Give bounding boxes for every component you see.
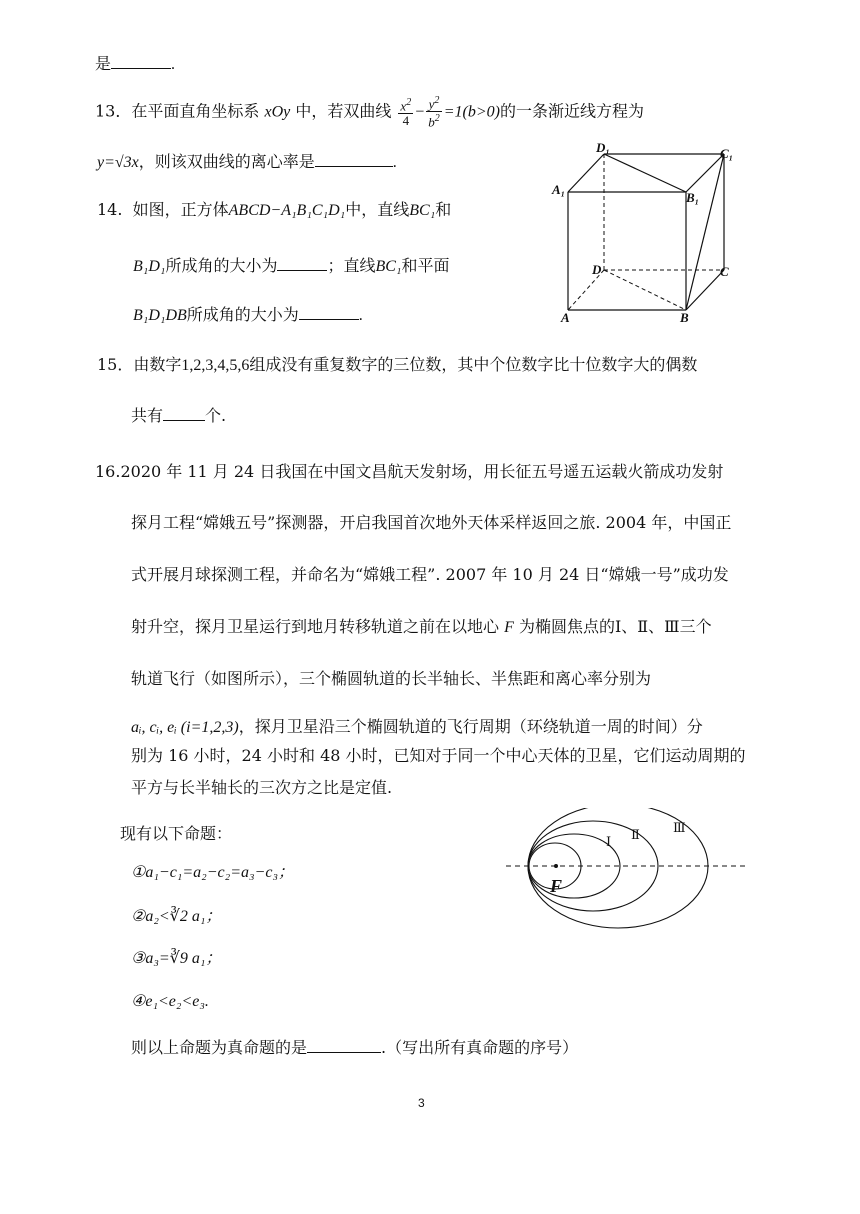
q13-text-1: 在平面直角坐标系 [131,101,265,121]
question-14-line-2 [133,254,450,278]
q15-number: 15． [97,355,134,374]
q13-fraction-y: $\frac{y^2}{b^2}$ [428,95,440,130]
q14-text-1: 如图，正方体 [132,200,229,219]
q15-text-1: 由数字 [133,355,182,374]
q14-line-bc1: BC₁ [409,202,436,219]
proposition-2: ②a₂<∛2 a₁； [131,908,222,925]
label-a: A [561,310,570,325]
q16-number: 16. [95,462,121,481]
q16-line-2: 探月工程“嫦娥五号”探测器，开启我国首次地外天体采样返回之旅. 2004 年，中国正 [131,513,732,532]
q16-line-4 [131,616,712,639]
cube-figure [548,138,748,328]
answer-blank-15 [163,404,205,421]
q16-ask-a: 则以上命题为真命题的是 [131,1038,308,1057]
label-orbit-III: Ⅲ [673,820,686,835]
q16-line-1: 2020 年 11 月 24 日我国在中国文昌航天发射场，用长征五号遥五运载火箭成功发射 [120,462,724,481]
label-orbit-II: Ⅱ [631,827,640,842]
q14-text-6: 和平面 [401,256,450,275]
q16-line-3: 式开展月球探测工程，并命名为“嫦娥工程”. 2007 年 10 月 24 日“嫦娥一号”成功发 [131,565,729,584]
answer-blank-13 [315,150,393,167]
q16-line-5: 轨道飞行（如图所示），三个椭圆轨道的长半轴长、半焦距和离心率分别为 [131,669,652,688]
answer-blank-14a [277,254,327,271]
label-d1: D₁ [596,140,610,155]
q13-coord: xOy [264,103,291,121]
label-a1: A₁ [552,182,566,197]
question-13-line-2: y=√3x，则该双曲线的离心率是 . [97,152,397,171]
q15-text-4: 个. [205,406,227,425]
question-14-line-3: B₁D₁DB所成角的大小为 . [133,305,363,324]
q13-text-4: ，则该双曲线的离心率是 [138,152,315,171]
q15-digits: 1,2,3,4,5,6 [181,357,250,374]
q13-fraction-x: $\frac{x^2}{4}$ [400,96,412,128]
q16-ask-b: .（写出所有真命题的序号） [381,1038,579,1057]
q13-asymptote: y=√3x [97,154,139,171]
q15-text-2: 组成没有重复数字的三位数，其中个位数字比十位数字大的偶数 [249,355,698,374]
q16-line-7: 别为 16 小时，24 小时和 48 小时，已知对于同一个中心天体的卫星，它们运动周期的 [131,746,746,765]
q16-line-8: 平方与长半轴长的三次方之比是定值. [131,778,393,797]
proposition-4: ④e₁<e₂<e₃. [131,993,209,1010]
prev-question-tail: 是 . [95,54,176,73]
prev-tail-text: 是 [95,54,112,73]
label-focus: F [550,876,563,896]
q13-condition: =1(b>0) [443,103,500,121]
q16-question [131,1036,578,1059]
label-b1: B₁ [686,190,700,205]
orbit-figure [500,808,750,936]
label-d: D [592,262,602,277]
proposition-3: ③a₃=∛9 a₁； [131,950,222,967]
q14-line-bc1-2: BC₁ [375,258,402,275]
focus-point [554,864,558,868]
q14-text-2: 中，直线 [345,200,410,219]
q14-text-3: 和 [435,200,452,219]
label-c1: C₁ [720,146,734,161]
q16-intro: 现有以下命题： [120,824,233,843]
question-14 [97,199,451,222]
q14-plane: B₁D₁DB [133,307,187,324]
answer-blank-14b [299,303,359,320]
question-16 [95,461,723,483]
q16-line-6-text: ，探月卫星沿三个椭圆轨道的飞行周期（环绕轨道一周的时间）分 [238,717,703,736]
question-13: 13．在平面直角坐标系 xOy 中，若双曲线 $\frac{x^2}{4}$ − $\frac{y^2}{b^2}$ =1(b>0)的一条渐近线方程为 [95,95,644,130]
answer-blank-16 [307,1036,381,1053]
q14-line-b1d1: B₁D₁ [133,258,166,275]
question-15-line-2 [131,404,226,427]
question-15 [97,354,697,377]
q13-text-2: 中，若双曲线 [290,101,392,121]
q14-text-5: ；直线 [327,256,376,275]
q16-symbols: aᵢ, cᵢ, eᵢ (i=1,2,3) [131,719,239,736]
q14-text-4: 所成角的大小为 [165,256,278,275]
q15-text-3: 共有 [131,406,164,425]
answer-blank-12 [111,52,171,69]
q14-number: 14. [97,200,123,219]
q14-text-7: 所成角的大小为 [186,305,299,324]
label-b: B [680,310,689,325]
q16-line-6 [131,716,703,739]
q16-line-4a: 射升空，探月卫星运行到地月转移轨道之前在以地心 [131,617,500,636]
q13-text-3: 的一条渐近线方程为 [499,101,644,121]
q13-number: 13． [95,101,132,121]
label-orbit-I: Ⅰ [606,834,612,849]
page-number: 3 [418,1096,425,1110]
q14-cube: ABCD−A₁B₁C₁D₁ [228,202,346,219]
proposition-1: ①a₁−c₁=a₂−c₂=a₃−c₃； [131,864,295,881]
q16-focus: F [504,619,514,636]
q16-line-4b: 为椭圆焦点的Ⅰ、Ⅱ、Ⅲ三个 [518,617,712,636]
label-c: C [720,264,729,279]
